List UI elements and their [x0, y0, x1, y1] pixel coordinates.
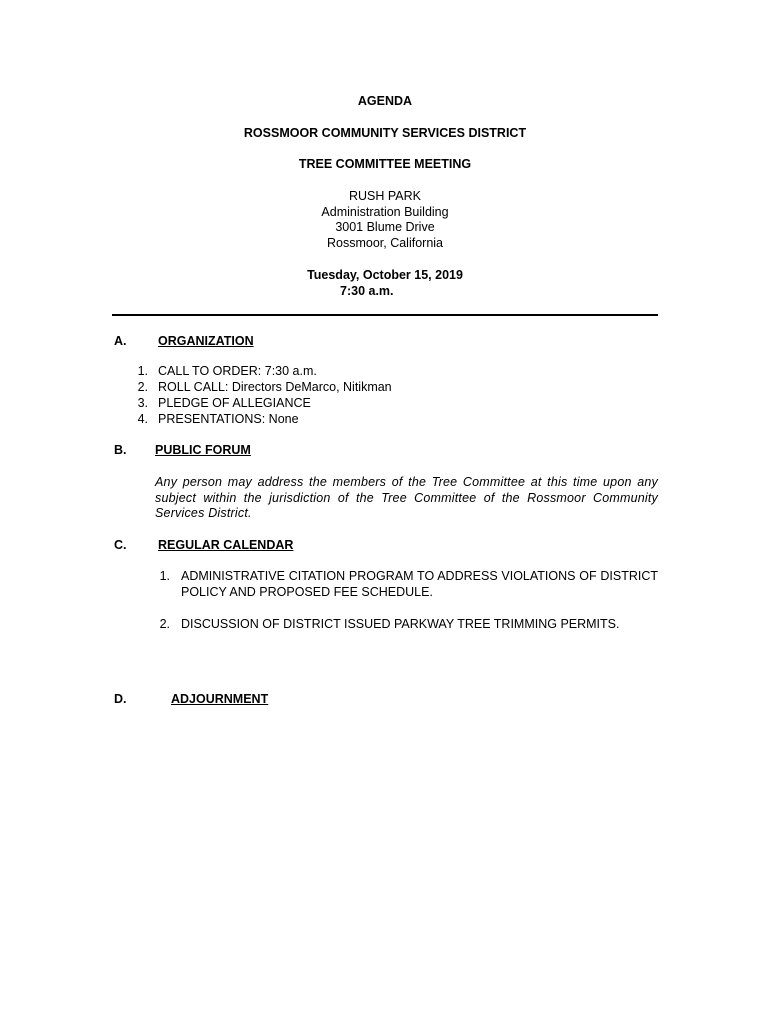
section-b-title: PUBLIC FORUM	[155, 443, 251, 457]
list-item-number: 3.	[137, 396, 148, 410]
meeting-title: TREE COMMITTEE MEETING	[298, 157, 472, 171]
list-item-text: ROLL CALL: Directors DeMarco, Nitikman	[158, 380, 392, 394]
list-item-text: CALL TO ORDER: 7:30 a.m.	[158, 364, 317, 378]
section-c-letter: C.	[114, 538, 127, 552]
district-name: ROSSMOOR COMMUNITY SERVICES DISTRICT	[243, 126, 527, 140]
section-b-letter: B.	[114, 443, 127, 457]
list-item-number: 1.	[159, 569, 170, 583]
list-item-number: 2.	[137, 380, 148, 394]
list-item-text: ADMINISTRATIVE CITATION PROGRAM TO ADDRESS VIOLATIONS OF DISTRICT POLICY AND PROPOSED FEE SCHEDULE.	[181, 569, 658, 599]
location-line-3: 3001 Blume Drive	[335, 220, 435, 234]
list-item-number: 1.	[137, 364, 148, 378]
location-line-1: RUSH PARK	[348, 189, 421, 203]
list-item-number: 2.	[159, 617, 170, 631]
section-d-letter: D.	[114, 692, 127, 706]
meeting-time: 7:30 a.m.	[340, 284, 394, 298]
list-item-text: PRESENTATIONS: None	[158, 412, 299, 426]
section-c-title: REGULAR CALENDAR	[158, 538, 294, 552]
header-divider	[112, 314, 658, 316]
location-line-2: Administration Building	[321, 205, 449, 219]
agenda-heading: AGENDA	[357, 94, 413, 108]
list-item-text: DISCUSSION OF DISTRICT ISSUED PARKWAY TREE TRIMMING PERMITS.	[181, 617, 620, 631]
location-line-4: Rossmoor, California	[326, 236, 443, 250]
list-item-text: PLEDGE OF ALLEGIANCE	[158, 396, 311, 410]
section-a-letter: A.	[114, 334, 127, 348]
section-a-title: ORGANIZATION	[158, 334, 254, 348]
public-forum-text: Any person may address the members of the Tree Committee at this time upon any subject within the jurisdiction of the Tree Committee of the Rossmoor Community Services District.	[155, 475, 658, 520]
meeting-date: Tuesday, October 15, 2019	[307, 268, 463, 282]
list-item-number: 4.	[137, 412, 148, 426]
section-d-title: ADJOURNMENT	[171, 692, 269, 706]
